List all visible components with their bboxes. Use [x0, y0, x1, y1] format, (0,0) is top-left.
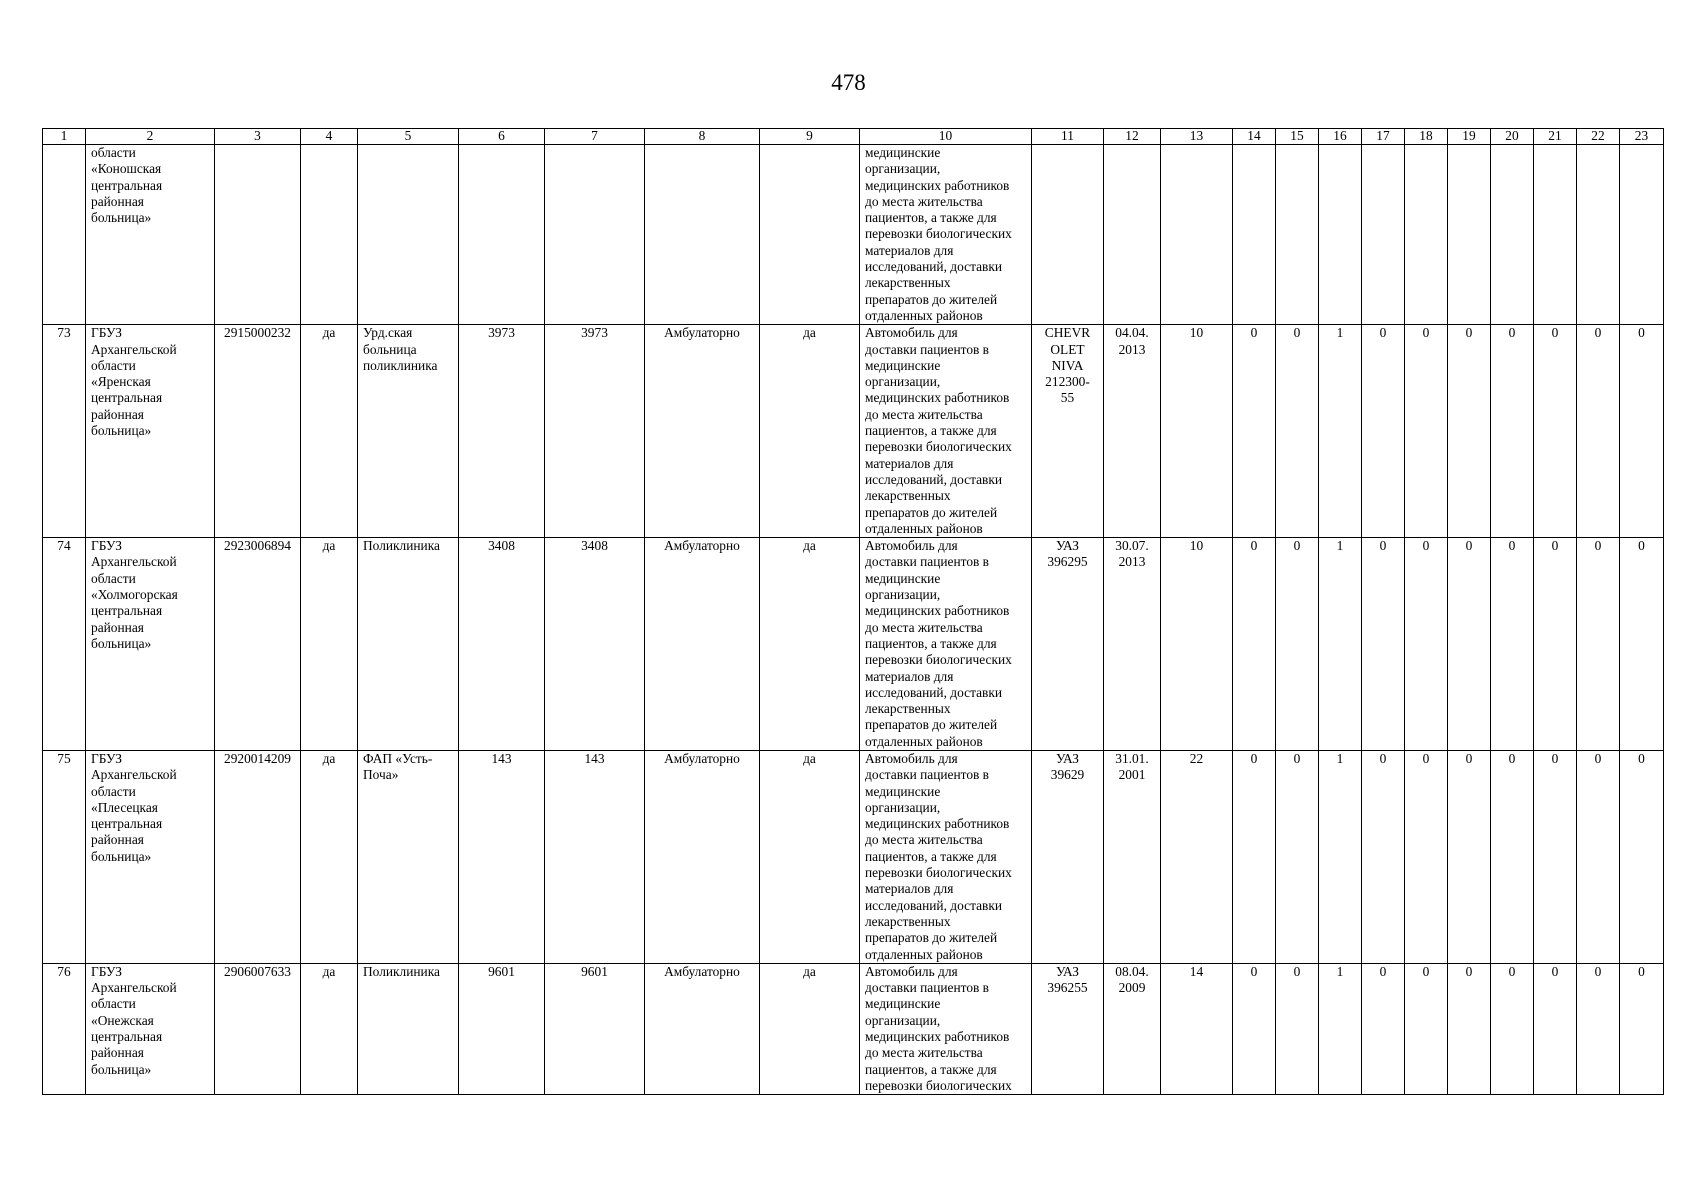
table-cell: 0	[1491, 538, 1534, 751]
column-header: 23	[1620, 129, 1664, 145]
table-cell	[1491, 145, 1534, 325]
table-cell: 0	[1620, 750, 1664, 963]
table-cell	[1104, 145, 1161, 325]
table-cell: 3973	[545, 325, 645, 538]
purpose-cell: Автомобиль для доставки пациентов в медицинские организации, медицинских работников до места жительства пациентов, а также для перевозки биологических материалов для исследований, доставки лекарственных препаратов до жителей отдаленных районов	[860, 750, 1032, 963]
vehicle-cell: УАЗ 39629	[1032, 750, 1104, 963]
table-cell: 0	[1405, 325, 1448, 538]
table-cell: да	[760, 750, 860, 963]
unit-cell: ФАП «Усть- Поча»	[358, 750, 459, 963]
table-cell	[301, 145, 358, 325]
table-cell: 1	[1319, 750, 1362, 963]
table-cell: 0	[1448, 750, 1491, 963]
table-cell	[645, 145, 760, 325]
table-cell: 14	[1161, 963, 1233, 1094]
table-cell	[1032, 145, 1104, 325]
column-header: 15	[1276, 129, 1319, 145]
column-header: 11	[1032, 129, 1104, 145]
table-cell: 0	[1577, 325, 1620, 538]
table-row	[43, 325, 1664, 538]
organization-cell: области «Коношская центральная районная больница»	[86, 145, 215, 325]
column-header: 13	[1161, 129, 1233, 145]
column-header: 18	[1405, 129, 1448, 145]
purpose-cell: Автомобиль для доставки пациентов в медицинские организации, медицинских работников до места жительства пациентов, а также для перевозки биологических материалов для исследований, доставки лекарственных препаратов до жителей отдаленных районов	[860, 325, 1032, 538]
table-cell: 3408	[459, 538, 545, 751]
page-number: 478	[831, 70, 866, 95]
column-header: 20	[1491, 129, 1534, 145]
table-cell: 9601	[545, 963, 645, 1094]
table-cell: 0	[1448, 538, 1491, 751]
organization-cell: ГБУЗ Архангельской области «Онежская центральная районная больница»	[86, 963, 215, 1094]
table-cell: 22	[1161, 750, 1233, 963]
table-cell: 0	[1534, 963, 1577, 1094]
table-cell: 0	[1534, 325, 1577, 538]
table-cell: 9601	[459, 963, 545, 1094]
column-header: 9	[760, 129, 860, 145]
table-cell: Амбулаторно	[645, 538, 760, 751]
table-cell: 143	[459, 750, 545, 963]
purpose-cell: Автомобиль для доставки пациентов в медицинские организации, медицинских работников до места жительства пациентов, а также для перевозки биологических материалов для исследований, доставки лекарственных препаратов до жителей отдаленных районов	[860, 538, 1032, 751]
table-cell	[1405, 145, 1448, 325]
table-cell	[1319, 145, 1362, 325]
table-cell	[1448, 145, 1491, 325]
column-header: 22	[1577, 129, 1620, 145]
purpose-cell: медицинские организации, медицинских работников до места жительства пациентов, а также для перевозки биологических материалов для исследований, доставки лекарственных препаратов до жителей отдаленных районов	[860, 145, 1032, 325]
table-cell: 1	[1319, 538, 1362, 751]
column-header: 12	[1104, 129, 1161, 145]
table-cell: 0	[1276, 963, 1319, 1094]
table-cell: Амбулаторно	[645, 963, 760, 1094]
unit-cell: Поликлиника	[358, 963, 459, 1094]
table-cell: 0	[1362, 325, 1405, 538]
table-cell: да	[760, 538, 860, 751]
table-cell: 0	[1276, 538, 1319, 751]
table-cell: 0	[1448, 325, 1491, 538]
column-header: 21	[1534, 129, 1577, 145]
column-header: 2	[86, 129, 215, 145]
table-cell	[1577, 145, 1620, 325]
organization-cell: ГБУЗ Архангельской области «Плесецкая центральная районная больница»	[86, 750, 215, 963]
table-cell: 0	[1362, 963, 1405, 1094]
inn-cell: 2920014209	[215, 750, 301, 963]
table-cell: 0	[1405, 750, 1448, 963]
unit-cell: Урд.ская больница поликлиника	[358, 325, 459, 538]
table-cell: 0	[1233, 538, 1276, 751]
table-cell: 0	[1448, 963, 1491, 1094]
table-cell: 0	[1620, 963, 1664, 1094]
column-header: 14	[1233, 129, 1276, 145]
organization-cell: ГБУЗ Архангельской области «Холмогорская центральная районная больница»	[86, 538, 215, 751]
column-header: 10	[860, 129, 1032, 145]
table-cell: 0	[1620, 325, 1664, 538]
table-cell: 10	[1161, 325, 1233, 538]
table-cell: 0	[1577, 750, 1620, 963]
table-cell	[358, 145, 459, 325]
table-cell	[1276, 145, 1319, 325]
column-header: 8	[645, 129, 760, 145]
table-cell: 0	[1233, 750, 1276, 963]
table-cell: да	[301, 325, 358, 538]
table-cell: 0	[1233, 325, 1276, 538]
table-cell: 143	[545, 750, 645, 963]
table-cell: да	[301, 750, 358, 963]
table-cell: 3973	[459, 325, 545, 538]
table-cell: да	[760, 325, 860, 538]
column-header: 7	[545, 129, 645, 145]
column-header: 3	[215, 129, 301, 145]
table-cell	[459, 145, 545, 325]
vehicle-register-table	[42, 128, 1664, 1095]
table-cell	[1161, 145, 1233, 325]
table-cell: 0	[1405, 963, 1448, 1094]
table-cell: 1	[1319, 963, 1362, 1094]
table-cell: 0	[1491, 963, 1534, 1094]
inn-cell: 2923006894	[215, 538, 301, 751]
table-cell: да	[301, 538, 358, 751]
table-cell	[1534, 145, 1577, 325]
date-cell: 08.04. 2009	[1104, 963, 1161, 1094]
row-number-cell: 73	[43, 325, 86, 538]
table-cell: 3408	[545, 538, 645, 751]
table-cell: 0	[1233, 963, 1276, 1094]
table-cell: да	[301, 963, 358, 1094]
column-header: 6	[459, 129, 545, 145]
table-cell: 0	[1577, 963, 1620, 1094]
column-header: 1	[43, 129, 86, 145]
purpose-cell: Автомобиль для доставки пациентов в медицинские организации, медицинских работников до места жительства пациентов, а также для перевозки биологических	[860, 963, 1032, 1094]
vehicle-cell: CHEVR OLET NIVA 212300- 55	[1032, 325, 1104, 538]
table-cell	[43, 145, 86, 325]
column-header: 4	[301, 129, 358, 145]
table-cell: Амбулаторно	[645, 750, 760, 963]
table-cell: 0	[1362, 538, 1405, 751]
table-cell: 10	[1161, 538, 1233, 751]
date-cell: 04.04. 2013	[1104, 325, 1161, 538]
table-cell	[1362, 145, 1405, 325]
table-row	[43, 963, 1664, 1094]
column-header: 16	[1319, 129, 1362, 145]
row-number-cell: 74	[43, 538, 86, 751]
table-cell: 0	[1491, 750, 1534, 963]
table-cell: да	[760, 963, 860, 1094]
column-number-header-row	[43, 129, 1664, 145]
table-cell: Амбулаторно	[645, 325, 760, 538]
table-cell: 0	[1276, 325, 1319, 538]
date-cell: 31.01. 2001	[1104, 750, 1161, 963]
table-cell	[1233, 145, 1276, 325]
vehicle-cell: УАЗ 396295	[1032, 538, 1104, 751]
table-cell: 0	[1362, 750, 1405, 963]
table-cell: 0	[1620, 538, 1664, 751]
row-number-cell: 75	[43, 750, 86, 963]
table-cell: 1	[1319, 325, 1362, 538]
table-cell	[545, 145, 645, 325]
column-header: 19	[1448, 129, 1491, 145]
table-cell: 0	[1405, 538, 1448, 751]
table-cell	[215, 145, 301, 325]
table-cell: 0	[1534, 750, 1577, 963]
table-row	[43, 750, 1664, 963]
continuation-row	[43, 145, 1664, 325]
table-cell: 0	[1577, 538, 1620, 751]
column-header: 17	[1362, 129, 1405, 145]
table-cell: 0	[1491, 325, 1534, 538]
row-number-cell: 76	[43, 963, 86, 1094]
table-cell	[760, 145, 860, 325]
table-row	[43, 538, 1664, 751]
organization-cell: ГБУЗ Архангельской области «Яренская центральная районная больница»	[86, 325, 215, 538]
inn-cell: 2915000232	[215, 325, 301, 538]
column-header: 5	[358, 129, 459, 145]
date-cell: 30.07. 2013	[1104, 538, 1161, 751]
table-cell: 0	[1534, 538, 1577, 751]
table-cell	[1620, 145, 1664, 325]
vehicle-cell: УАЗ 396255	[1032, 963, 1104, 1094]
table-cell: 0	[1276, 750, 1319, 963]
unit-cell: Поликлиника	[358, 538, 459, 751]
inn-cell: 2906007633	[215, 963, 301, 1094]
